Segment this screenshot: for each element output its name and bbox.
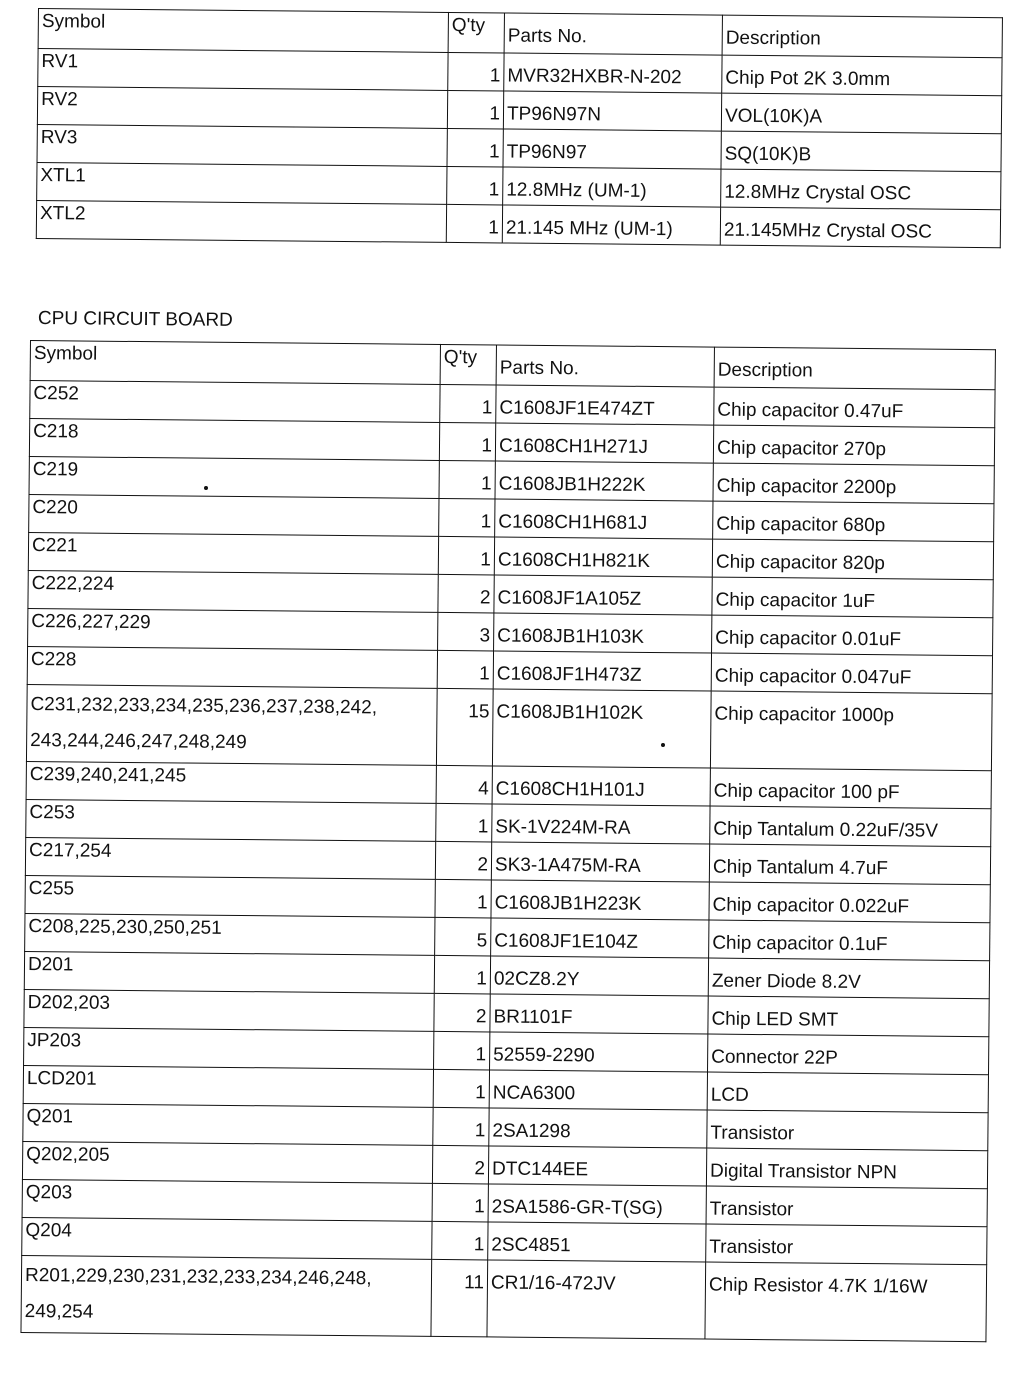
description-cell: Zener Diode 8.2V — [708, 958, 989, 999]
parts-no-cell: C1608JB1H102K — [492, 689, 711, 768]
qty-cell: 1 — [447, 90, 503, 129]
parts-no-cell: C1608JB1H222K — [495, 461, 713, 501]
header-description: Description — [714, 347, 995, 390]
table-row — [21, 1256, 987, 1342]
parts-no-cell: C1608CH1H101J — [492, 766, 710, 806]
qty-cell: 1 — [439, 422, 495, 461]
qty-cell: 1 — [446, 204, 502, 243]
qty-cell: 5 — [435, 918, 491, 957]
qty-cell: 2 — [435, 842, 491, 881]
symbol-cell: RV2 — [37, 87, 447, 129]
symbol-cell: RV3 — [37, 124, 447, 166]
parts-no-cell: 21.145 MHz (UM-1) — [502, 205, 720, 245]
description-cell: Chip capacitor 100 pF — [710, 768, 991, 809]
description-cell: 12.8MHz Crystal OSC — [721, 169, 1001, 210]
parts-no-cell: TP96N97N — [503, 91, 721, 131]
description-cell: Chip capacitor 820p — [712, 539, 993, 580]
qty-cell: 1 — [440, 384, 496, 423]
description-cell: Chip capacitor 270p — [713, 425, 994, 466]
description-cell: Transistor — [706, 1186, 987, 1227]
symbol-cell: JP203 — [24, 1028, 434, 1070]
parts-no-cell: SK3-1A475M-RA — [491, 842, 709, 882]
description-cell: Chip capacitor 0.01uF — [712, 615, 993, 656]
description-cell: Chip LED SMT — [708, 996, 989, 1037]
symbol-cell: Q202,205 — [22, 1142, 432, 1184]
parts-no-cell: TP96N97 — [503, 129, 721, 169]
description-cell: SQ(10K)B — [721, 131, 1001, 172]
parts-no-cell: BR1101F — [490, 994, 708, 1034]
parts-table-top-body — [36, 9, 1002, 248]
symbol-cell: R201,229,230,231,232,233,234,246,248, 249,254 — [21, 1256, 432, 1337]
symbol-cell: D202,203 — [24, 990, 434, 1032]
parts-no-cell: NCA6300 — [489, 1070, 707, 1110]
qty-cell: 15 — [436, 688, 493, 766]
parts-no-cell: 02CZ8.2Y — [490, 956, 708, 996]
symbol-cell: C221 — [28, 532, 438, 574]
parts-no-cell: C1608JF1H473Z — [493, 651, 711, 691]
parts-no-cell: 12.8MHz (UM-1) — [503, 167, 721, 207]
parts-no-cell: 2SA1298 — [489, 1108, 707, 1148]
qty-cell: 1 — [435, 880, 491, 919]
parts-no-cell: C1608JB1H103K — [494, 613, 712, 653]
symbol-cell: C222,224 — [28, 570, 438, 612]
description-cell: Digital Transistor NPN — [706, 1148, 987, 1189]
description-cell: Transistor — [706, 1224, 987, 1265]
section-title-cpu-board: CPU CIRCUIT BOARD — [37, 308, 233, 331]
qty-cell: 1 — [437, 650, 493, 689]
parts-no-cell: MVR32HXBR-N-202 — [504, 53, 722, 93]
table-row — [36, 200, 1000, 247]
header-qty: Q'ty — [440, 344, 496, 385]
qty-cell: 1 — [436, 804, 492, 843]
scan-speck — [204, 486, 208, 490]
symbol-cell: C219 — [29, 456, 439, 498]
parts-no-cell: C1608JB1H223K — [491, 880, 709, 920]
description-cell: Chip capacitor 2200p — [713, 463, 994, 504]
parts-no-cell: 2SA1586-GR-T(SG) — [488, 1184, 706, 1224]
symbol-cell: C239,240,241,245 — [26, 762, 436, 804]
scan-speck — [661, 743, 665, 747]
parts-table-cpu-board-body — [21, 341, 995, 1343]
description-cell: 21.145MHz Crystal OSC — [720, 207, 1000, 248]
description-cell: Chip Tantalum 4.7uF — [709, 844, 990, 885]
qty-cell: 1 — [447, 166, 503, 205]
qty-cell: 1 — [448, 52, 504, 91]
symbol-cell: RV1 — [38, 49, 448, 91]
parts-table-top — [36, 8, 1003, 248]
header-parts-no: Parts No. — [496, 345, 714, 387]
parts-no-cell: SK-1V224M-RA — [492, 804, 710, 844]
description-cell: Chip Resistor 4.7K 1/16W — [705, 1262, 987, 1342]
parts-no-cell: C1608CH1H271J — [495, 423, 713, 463]
description-cell: Chip capacitor 0.47uF — [714, 387, 995, 428]
parts-no-cell: C1608CH1H821K — [494, 537, 712, 577]
symbol-cell: D201 — [24, 952, 434, 994]
header-parts-no: Parts No. — [504, 13, 722, 55]
parts-no-cell: DTC144EE — [488, 1146, 706, 1186]
qty-cell: 1 — [432, 1184, 488, 1223]
description-cell: Chip Pot 2K 3.0mm — [722, 55, 1002, 96]
qty-cell: 1 — [432, 1222, 488, 1261]
parts-table-cpu-board — [20, 340, 995, 1343]
description-cell: Transistor — [707, 1110, 988, 1151]
qty-cell: 1 — [447, 128, 503, 167]
qty-cell: 3 — [438, 612, 494, 651]
description-cell: Chip capacitor 0.022uF — [709, 882, 990, 923]
symbol-cell: C228 — [27, 646, 437, 688]
symbol-cell: Q203 — [22, 1180, 432, 1222]
symbol-cell: C218 — [29, 419, 439, 461]
description-cell: LCD — [707, 1072, 988, 1113]
parts-no-cell: 52559-2290 — [490, 1032, 708, 1072]
qty-cell: 1 — [433, 1070, 489, 1109]
symbol-cell: C252 — [30, 381, 440, 423]
symbol-cell: C208,225,230,250,251 — [25, 914, 435, 956]
parts-no-cell: C1608JF1E104Z — [491, 918, 709, 958]
parts-no-cell: C1608CH1H681J — [495, 499, 713, 539]
parts-no-cell: 2SC4851 — [488, 1222, 706, 1262]
description-cell: Chip capacitor 680p — [713, 501, 994, 542]
symbol-cell: Q201 — [23, 1104, 433, 1146]
symbol-cell: Q204 — [22, 1218, 432, 1260]
qty-cell: 2 — [434, 994, 490, 1033]
symbol-cell: C220 — [29, 494, 439, 536]
qty-cell: 1 — [439, 460, 495, 499]
symbol-cell: LCD201 — [23, 1066, 433, 1108]
symbol-cell: C231,232,233,234,235,236,237,238,242, 243,244,246,247,248,249 — [26, 684, 437, 765]
symbol-cell: C253 — [26, 800, 436, 842]
header-qty: Q'ty — [448, 12, 504, 53]
description-cell: Chip capacitor 1000p — [710, 691, 992, 771]
qty-cell: 11 — [431, 1260, 488, 1338]
qty-cell: 1 — [439, 498, 495, 537]
description-cell: Chip Tantalum 0.22uF/35V — [710, 806, 991, 847]
description-cell: Chip capacitor 1uF — [712, 577, 993, 618]
qty-cell: 1 — [438, 536, 494, 575]
header-symbol: Symbol — [30, 341, 440, 385]
qty-cell: 1 — [434, 956, 490, 995]
qty-cell: 2 — [432, 1146, 488, 1185]
header-symbol: Symbol — [38, 9, 448, 53]
symbol-cell: XTL1 — [37, 162, 447, 204]
qty-cell: 1 — [433, 1108, 489, 1147]
symbol-cell: C226,227,229 — [28, 608, 438, 650]
table-row — [26, 684, 992, 770]
parts-no-cell: C1608JF1A105Z — [494, 575, 712, 615]
symbol-cell: C217,254 — [25, 838, 435, 880]
description-cell: Chip capacitor 0.1uF — [709, 920, 990, 961]
description-cell: VOL(10K)A — [721, 93, 1001, 134]
description-cell: Connector 22P — [708, 1034, 989, 1075]
symbol-cell: XTL2 — [36, 200, 446, 242]
qty-cell: 1 — [434, 1032, 490, 1071]
description-cell: Chip capacitor 0.047uF — [711, 653, 992, 694]
qty-cell: 2 — [438, 574, 494, 613]
qty-cell: 4 — [436, 766, 492, 805]
parts-no-cell: CR1/16-472JV — [487, 1260, 706, 1339]
header-description: Description — [722, 15, 1002, 58]
symbol-cell: C255 — [25, 876, 435, 918]
parts-no-cell: C1608JF1E474ZT — [496, 385, 714, 425]
